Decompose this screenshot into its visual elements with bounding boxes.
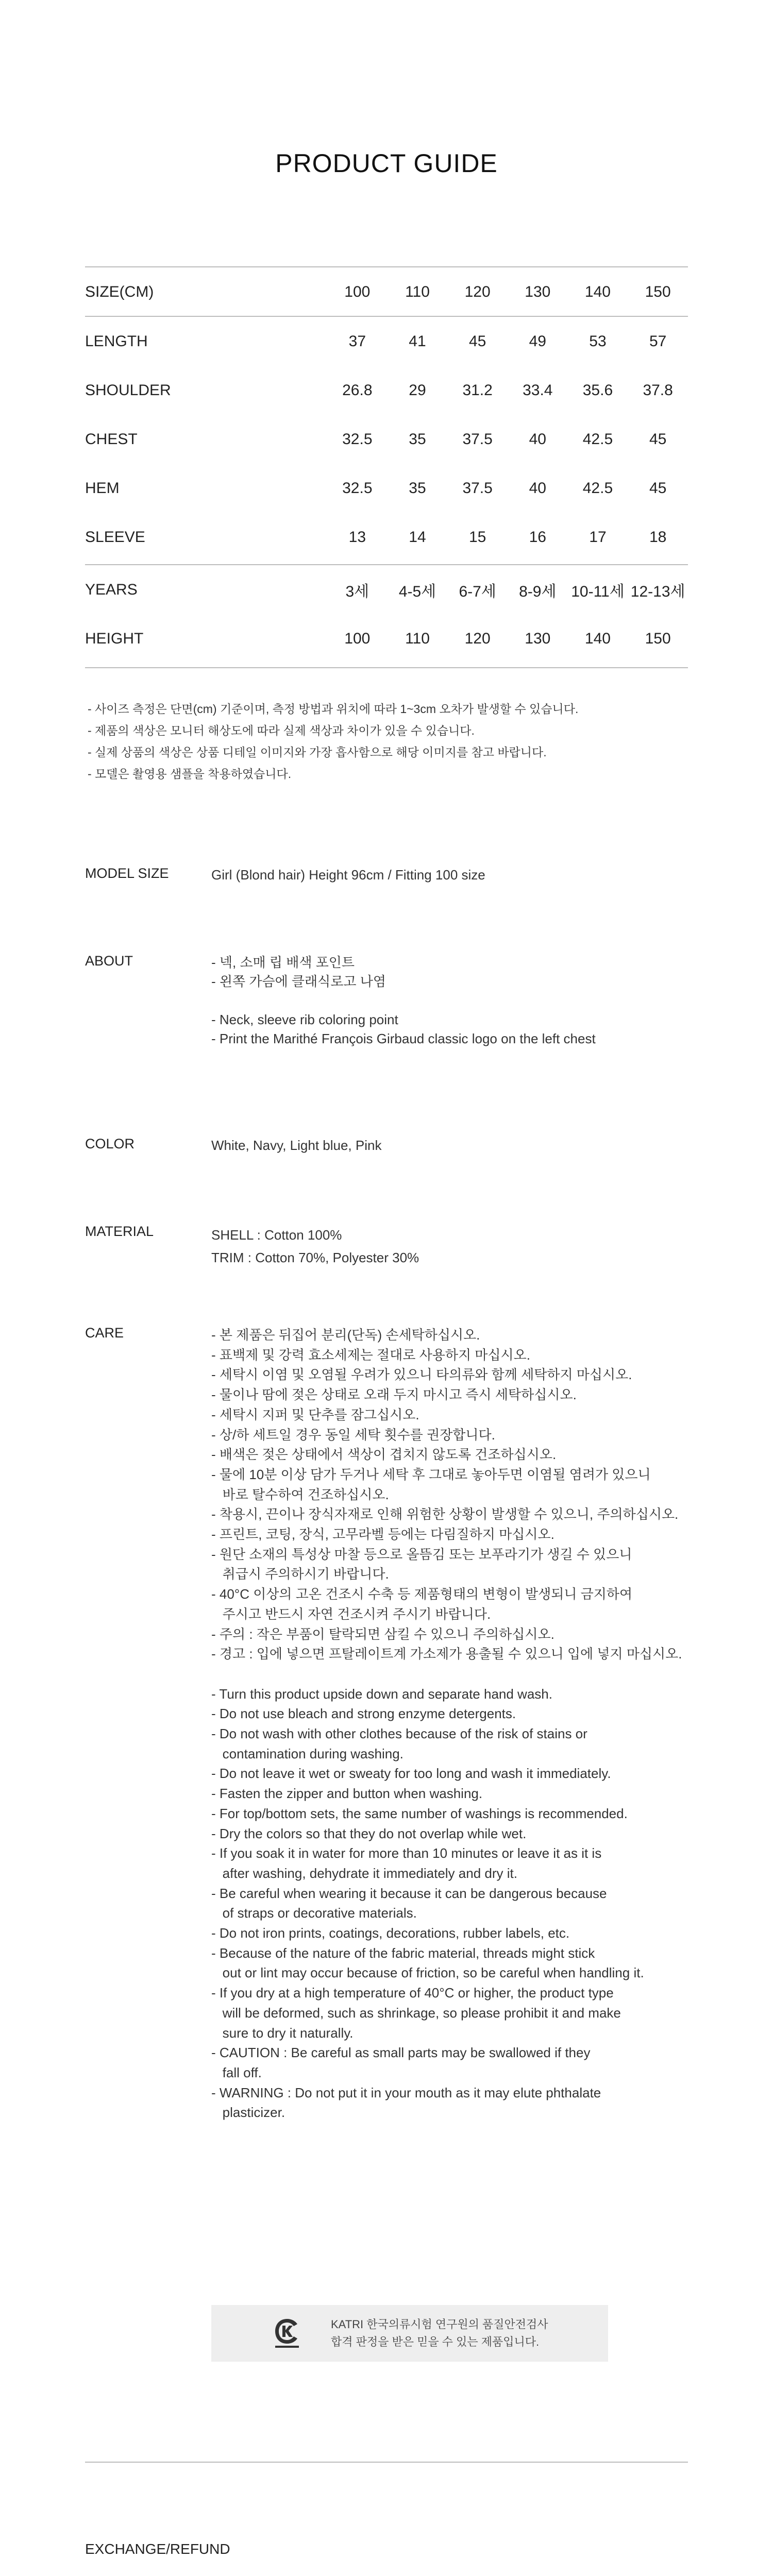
care-line: after washing, dehydrate it immediately and dry it. [211,1865,517,1881]
about-line: - 넥, 소매 립 배색 포인트 [211,955,355,970]
care-line: - Turn this product upside down and separate hand wash. [211,1686,552,1702]
care-line: - 세탁시 지퍼 및 단추를 잠그십시오. [211,1406,419,1422]
table-cell: 31.2 [462,381,493,399]
age-table [85,565,688,663]
care-line: - Do not leave it wet or sweaty for too long and wash it immediately. [211,1766,611,1782]
measurements-table [85,317,688,562]
table-cell: 53 [589,332,607,350]
table-cell: 32.5 [342,479,373,497]
size-header-row [85,267,688,316]
material-line: SHELL : Cotton 100% [211,1227,342,1243]
table-cell: 16 [529,528,546,546]
table-row [85,317,688,366]
page-title: PRODUCT GUIDE [275,149,498,178]
care-line: - Do not wash with other clothes because of the risk of stains or [211,1726,587,1742]
row-label: HEIGHT [85,630,144,647]
care-line: - 물에 10분 이상 담가 두거나 세탁 후 그대로 놓아두면 이염될 염려가 있으니 [211,1466,651,1482]
care-line: - 프린트, 코팅, 장식, 고무라벨 등에는 다림질하지 마십시오. [211,1527,554,1543]
row-label: HEM [85,479,120,497]
care-spacer [211,1664,682,1684]
row-label: SHOULDER [85,381,171,399]
table-cell: 150 [645,630,671,647]
care-line: out or lint may occur because of friction, so be careful when handling it. [211,1965,644,1981]
kc-line: KATRI 한국의류시험 연구원의 품질안전검사 [331,2318,548,2331]
about-line: - Neck, sleeve rib coloring point [211,1012,398,1027]
table-cell: 100 [344,630,371,647]
model-size-value: Girl (Blond hair) Height 96cm / Fitting 100 size [211,867,485,883]
size-header-cell: 150 [645,283,671,300]
about-line: - Print the Marithé François Girbaud classic logo on the left chest [211,1031,596,1046]
table-cell: 4-5세 [398,583,436,600]
table-cell: 45 [649,479,667,497]
row-label: SLEEVE [85,528,145,546]
care-line: - If you soak it in water for more than 10 minutes or leave it as it is [211,1845,602,1861]
table-cell: 29 [409,381,426,399]
care-line: - For top/bottom sets, the same number of washings is recommended. [211,1805,628,1821]
material-label: MATERIAL [85,1224,154,1239]
table-cell: 13 [348,528,366,546]
care-line: - 세탁시 이염 및 오염될 우려가 있으니 타의류와 함께 세탁하지 마십시오. [211,1367,632,1383]
table-cell: 37.5 [462,430,493,448]
material-text [211,1224,419,1269]
care-line: - 본 제품은 뒤집어 분리(단독) 손세탁하십시오. [211,1327,480,1343]
care-line: of straps or decorative materials. [211,1905,417,1921]
table-row [85,415,688,464]
care-line: - 40°C 이상의 고온 건조시 수축 등 제품형태의 변형이 발생되니 금지하여 [211,1586,633,1602]
table-cell: 26.8 [342,381,373,399]
size-header-label: SIZE(CM) [85,283,154,300]
table-cell: 35 [409,479,426,497]
table-cell: 15 [468,528,486,546]
care-line: - 물이나 땀에 젖은 상태로 오래 두지 마시고 즉시 세탁하십시오. [211,1387,577,1403]
table-cell: 40 [529,430,546,448]
model-size-label: MODEL SIZE [85,866,169,881]
note-line: - 모델은 촬영용 샘플을 착용하였습니다. [88,767,292,781]
care-line: - Because of the nature of the fabric material, threads might stick [211,1945,595,1961]
care-text [211,1325,682,2123]
table-cell: 17 [589,528,607,546]
size-table [85,267,688,316]
table-cell: 6-7세 [459,583,496,600]
table-cell: 45 [468,332,486,350]
table-cell: 140 [584,630,611,647]
care-line: will be deformed, such as shrinkage, so please prohibit it and make [211,2005,621,2021]
table-row [85,614,688,663]
table-cell: 18 [649,528,667,546]
row-label: YEARS [85,581,138,598]
care-line: - 상/하 세트일 경우 동일 세탁 횟수를 권장합니다. [211,1427,495,1443]
table-cell: 35 [409,430,426,448]
table-cell: 57 [649,332,667,350]
table-cell: 40 [529,479,546,497]
table-cell: 32.5 [342,430,373,448]
table-row [85,565,688,614]
care-line: 주시고 반드시 자연 건조시켜 주시기 바랍니다. [211,1606,491,1622]
exchange-label: EXCHANGE/REFUND [85,2541,230,2557]
care-line: - Do not use bleach and strong enzyme detergents. [211,1706,516,1722]
color-label: COLOR [85,1136,135,1151]
table-cell: 37.8 [643,381,673,399]
care-line: - If you dry at a high temperature of 40°C or higher, the product type [211,1985,614,2001]
color-value: White, Navy, Light blue, Pink [211,1138,382,1153]
care-line: - 표백제 및 강력 효소세제는 절대로 사용하지 마십시오. [211,1347,530,1363]
table-cell: 12-13세 [630,583,685,600]
care-label: CARE [85,1325,124,1341]
size-header-cell: 110 [405,283,430,300]
care-line: - 경고 : 입에 넣으면 프탈레이트계 가소제가 용출될 수 있으니 입에 넣지 마십시오. [211,1646,682,1662]
kc-text [331,2316,548,2351]
table-row [85,366,688,415]
care-line: contamination during washing. [211,1745,404,1761]
care-line: - Do not iron prints, coatings, decorations, rubber labels, etc. [211,1925,570,1941]
table-bottom-rule [85,667,688,668]
table-cell: 14 [409,528,426,546]
kc-certification-box [211,2305,608,2362]
care-line: - 원단 소재의 특성상 마찰 등으로 올뜸김 또는 보푸라기가 생길 수 있으니 [211,1546,632,1562]
care-line: plasticizer. [211,2105,285,2121]
size-header-cell: 140 [584,283,611,300]
care-line: - CAUTION : Be careful as small parts may be swallowed if they [211,2045,591,2061]
kc-line: 합격 판정을 받은 믿을 수 있는 제품입니다. [331,2335,540,2348]
about-text [211,953,596,1048]
about-line: - 왼쪽 가슴에 클래식로고 나염 [211,974,386,989]
about-label: ABOUT [85,953,133,969]
about-spacer [211,991,596,1010]
care-line: fall off. [211,2065,262,2080]
table-cell: 33.4 [523,381,553,399]
note-line: - 제품의 색상은 모니터 해상도에 따라 실제 색상과 차이가 있을 수 있습니다. [88,724,475,737]
table-cell: 49 [529,332,546,350]
care-line: - Fasten the zipper and button when washing. [211,1786,483,1802]
table-cell: 37.5 [462,479,493,497]
care-line: - WARNING : Do not put it in your mouth as it may elute phthalate [211,2084,601,2100]
table-cell: 8-9세 [519,583,557,600]
table-cell: 42.5 [582,430,613,448]
table-cell: 41 [409,332,426,350]
model-size-text [211,866,485,885]
care-line: sure to dry it naturally. [211,2025,354,2041]
material-line: TRIM : Cotton 70%, Polyester 30% [211,1250,419,1265]
row-label: LENGTH [85,332,148,350]
table-cell: 120 [464,630,491,647]
table-cell: 10-11세 [571,583,625,600]
color-text [211,1136,381,1155]
care-line: - 착용시, 끈이나 장식자재로 인해 위험한 상황이 발생할 수 있으니, 주의하십시오. [211,1506,679,1522]
care-line: - 주의 : 작은 부품이 탈락되면 삼킬 수 있으니 주의하십시오. [211,1626,554,1642]
table-cell: 3세 [345,583,369,600]
table-cell: 37 [348,332,366,350]
table-cell: 130 [525,630,551,647]
table-cell: 35.6 [582,381,613,399]
table-cell: 45 [649,430,667,448]
table-cell: 110 [405,630,430,647]
note-line: - 실제 상품의 색상은 상품 디테일 이미지와 가장 흡사함으로 해당 이미지를 참고 바랍니다. [88,745,547,759]
note-line: - 사이즈 측정은 단면(cm) 기준이며, 측정 방법과 위치에 따라 1~3cm 오차가 발생할 수 있습니다. [88,702,579,716]
size-header-cell: 120 [464,283,491,300]
row-label: CHEST [85,430,138,448]
section-divider [85,2462,688,2463]
care-line: 바로 탈수하여 건조하십시오. [211,1486,389,1502]
size-header-cell: 130 [525,283,551,300]
care-line: - Dry the colors so that they do not overlap while wet. [211,1825,527,1841]
care-line: - Be careful when wearing it because it can be dangerous because [211,1885,607,1901]
size-notes [88,698,578,785]
care-line: 취급시 주의하시기 바랍니다. [211,1566,389,1582]
care-line: - 배색은 젖은 상태에서 색상이 겹치지 않도록 건조하십시오. [211,1447,557,1463]
kc-mark-icon [273,2317,301,2349]
size-header-cell: 100 [344,283,371,300]
table-cell: 42.5 [582,479,613,497]
table-row [85,513,688,562]
table-row [85,464,688,513]
